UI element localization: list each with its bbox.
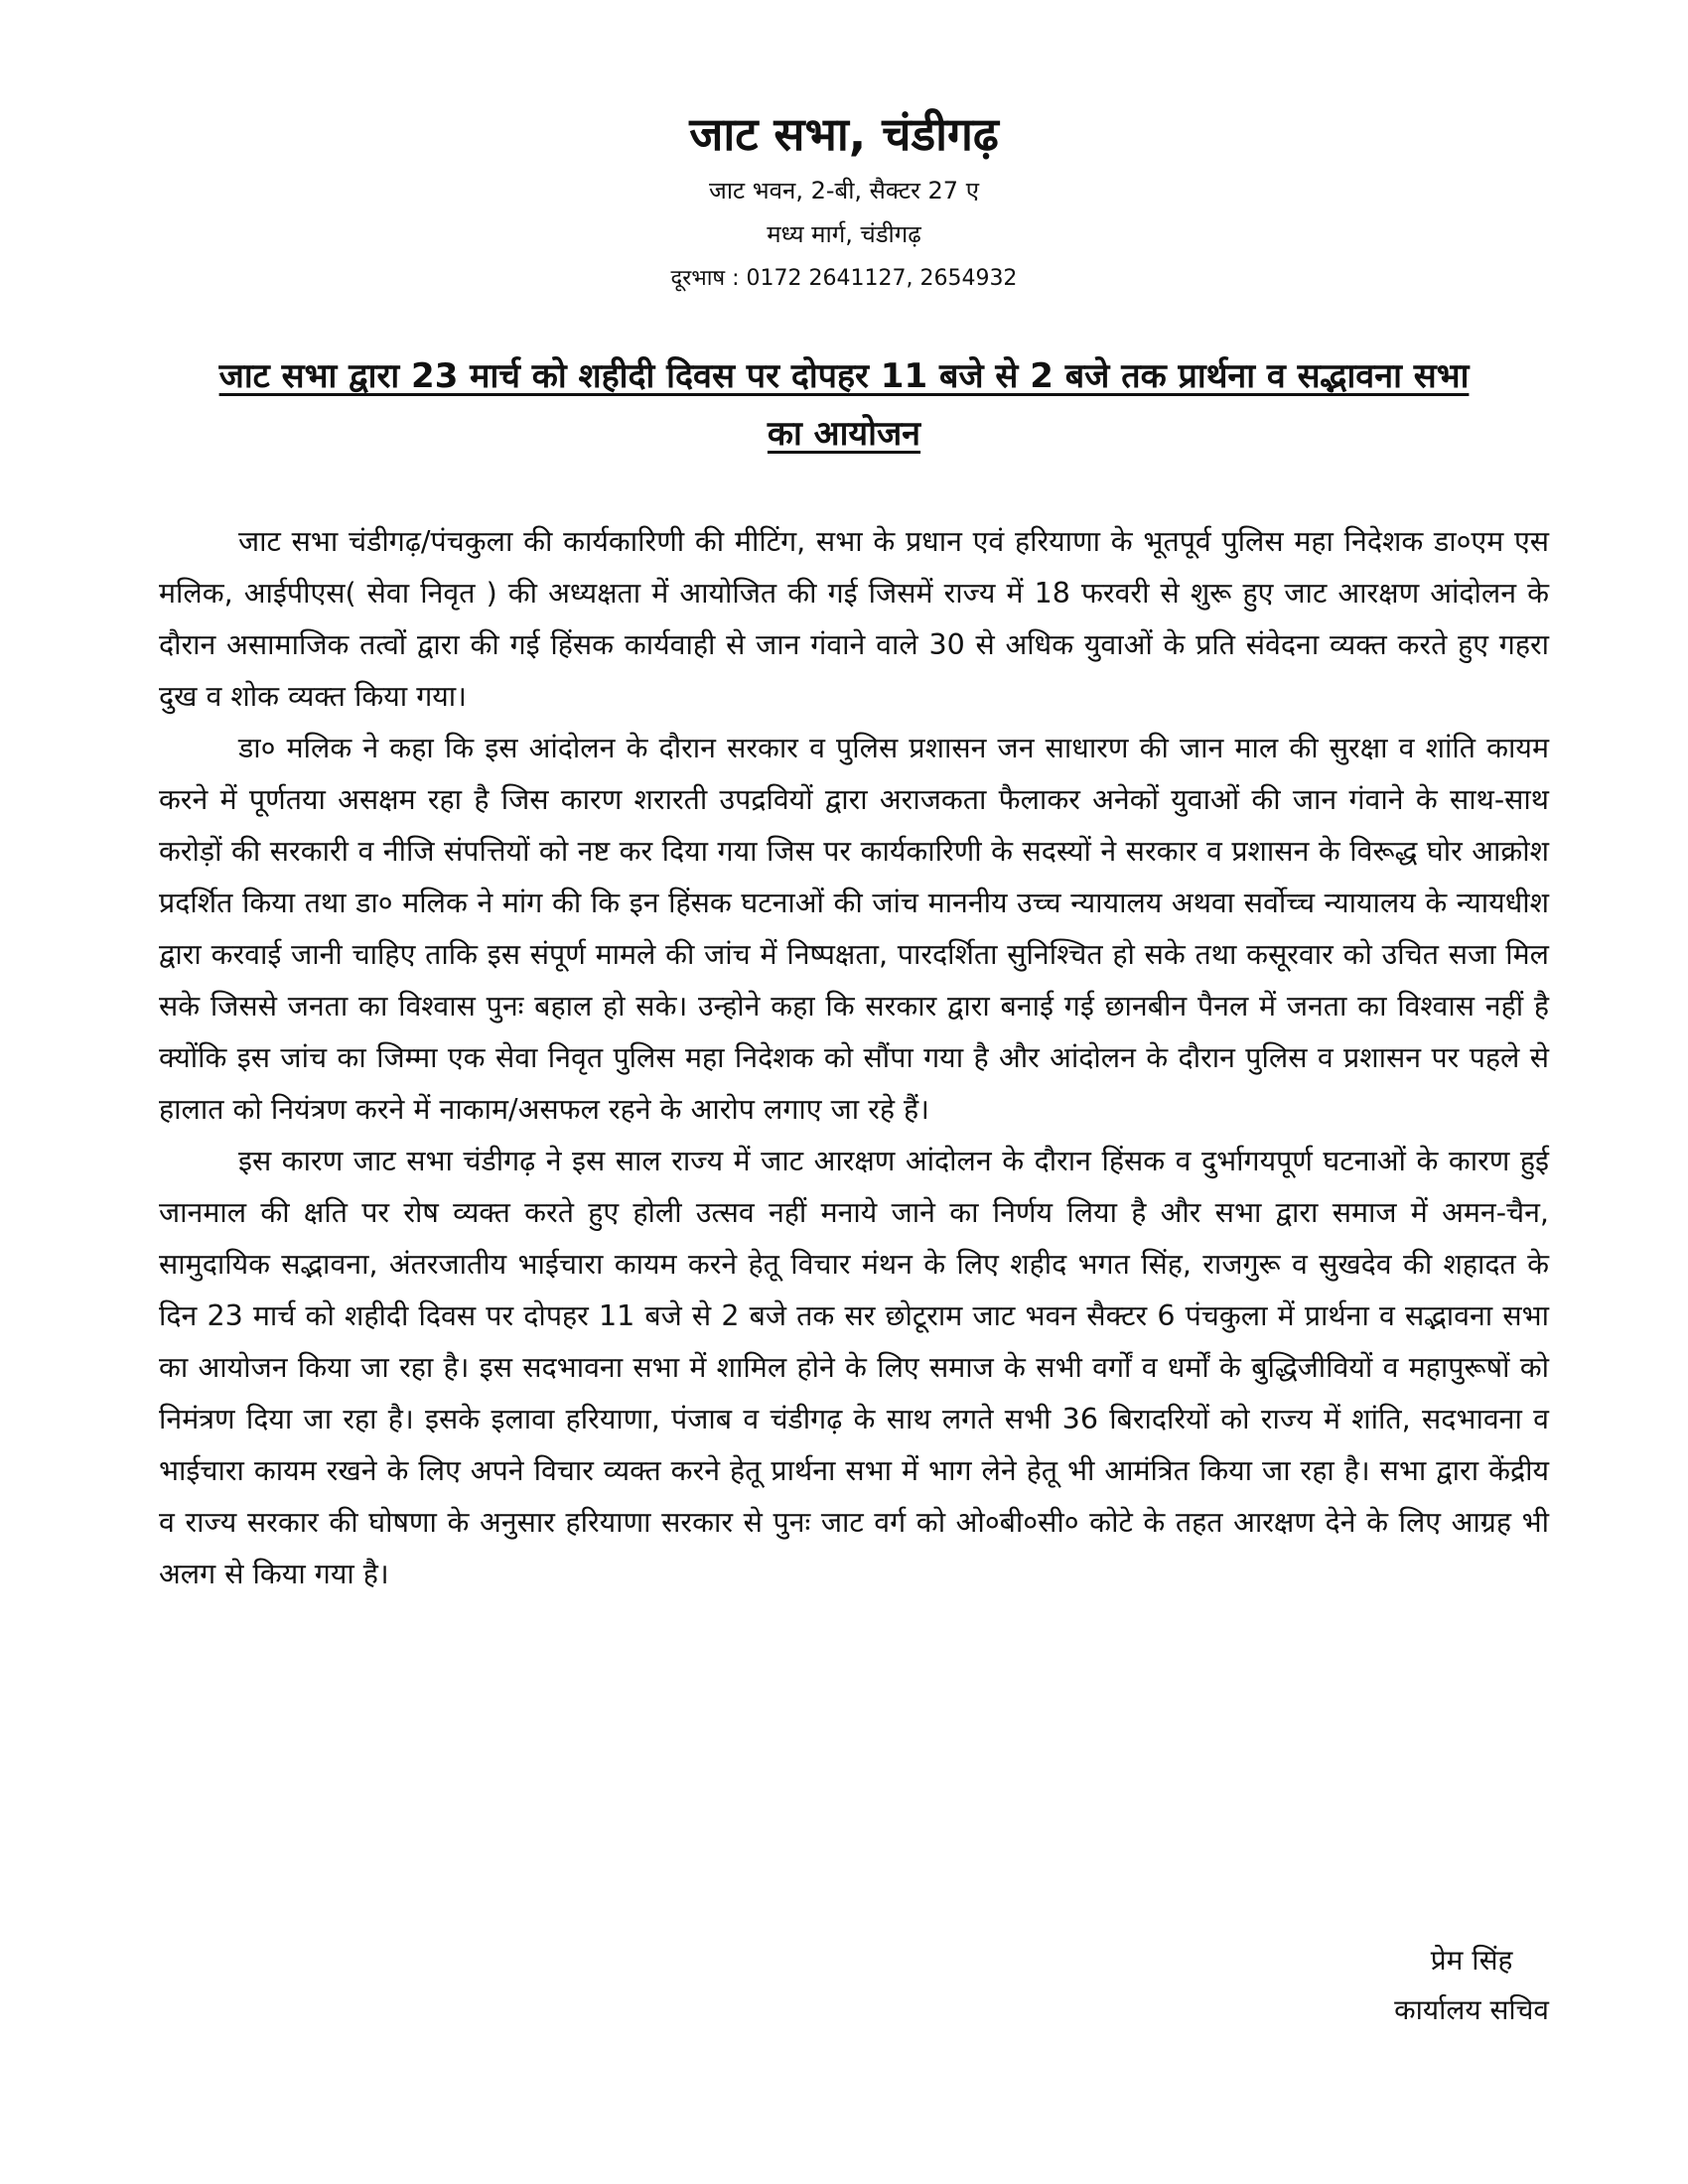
letterhead	[0, 99, 1688, 302]
address-line-1: जाट भवन, 2-बी, सैक्टर 27 ए	[709, 177, 979, 205]
press-release-headline: जाट सभा द्वारा 23 मार्च को शहीदी दिवस पर दोपहर 11 बजे से 2 बजे तक प्रार्थना व सद्भावना सभा का आयोजन	[218, 356, 1470, 454]
address-line-2: मध्य मार्ग, चंडीगढ़	[767, 220, 921, 248]
press-release-body	[159, 516, 1549, 1600]
signatory-name: प्रेम सिंह	[1430, 1944, 1513, 1977]
body-paragraph-1: जाट सभा चंडीगढ़/पंचकुला की कार्यकारिणी की मीटिंग, सभा के प्रधान एवं हरियाणा के भूतपूर्व पुलिस महा निदेशक डा०एम एस मलिक, आईपीएस( सेवा निवृत ) की अध्यक्षता में आयोजित की गई जिसमें राज्य में 18 फरवरी से शुरू हुए जाट आरक्षण आंदोलन के दौरान असामाजिक तत्वों द्वारा की गई हिंसक कार्यवाही से जान गंवाने वाले 30 से अधिक युवाओं के प्रति संवेदना व्यक्त करते हुए गहरा दुख व शोक व्यक्त किया गया।	[159, 525, 1549, 713]
phone-numbers: दूरभाष : 0172 2641127, 2654932	[670, 266, 1018, 291]
signature-block	[1394, 1936, 1549, 2035]
signatory-designation: कार्यालय सचिव	[1394, 1993, 1549, 2026]
body-paragraph-3: इस कारण जाट सभा चंडीगढ़ ने इस साल राज्य में जाट आरक्षण आंदोलन के दौरान हिंसक व दुर्भागयपूर्ण घटनाओं के कारण हुई जानमाल की क्षति पर रोष व्यक्त करते हुए होली उत्सव नहीं मनाये जाने का निर्णय लिया है और सभा द्वारा समाज में अमन-चैन, सामुदायिक सद्भावना, अंतरजातीय भाईचारा कायम करने हेतू विचार मंथन के लिए शहीद भगत सिंह, राजगुरू व सुखदेव की शहादत के दिन 23 मार्च को शहीदी दिवस पर दोपहर 11 बजे से 2 बजे तक सर छोटूराम जाट भवन सैक्टर 6 पंचकुला में प्रार्थना व सद्भावना सभा का आयोजन किया जा रहा है। इस सदभावना सभा में शामिल होने के लिए समाज के सभी वर्गों व धर्मों के बुद्धिजीवियों व महापुरूषों को निमंत्रण दिया जा रहा है। इसके इलावा हरियाणा, पंजाब व चंडीगढ़ के साथ लगते सभी 36 बिरादरियों को राज्य में शांति, सदभावना व भाईचारा कायम रखने के लिए अपने विचार व्यक्त करने हेतू प्रार्थना सभा में भाग लेने हेतू भी आमंत्रित किया जा रहा है। सभा द्वारा केंद्रीय व राज्य सरकार की घोषणा के अनुसार हरियाणा सरकार से पुनः जाट वर्ग को ओ०बी०सी० कोटे के तहत आरक्षण देने के लिए आग्रह भी अलग से किया गया है।	[159, 1145, 1549, 1590]
organization-name: जाट सभा, चंडीगढ़	[689, 107, 999, 161]
body-paragraph-2: डा० मलिक ने कहा कि इस आंदोलन के दौरान सरकार व पुलिस प्रशासन जन साधारण की जान माल की सुरक्षा व शांति कायम करने में पूर्णतया असक्षम रहा है जिस कारण शरारती उपद्रवियों द्वारा अराजकता फैलाकर अनेकों युवाओं की जान गंवाने के साथ-साथ करोड़ों की सरकारी व नीजि संपत्तियों को नष्ट कर दिया गया जिस पर कार्यकारिणी के सदस्यों ने सरकार व प्रशासन के विरूद्ध घोर आक्रोश प्रदर्शित किया तथा डा० मलिक ने मांग की कि इन हिंसक घटनाओं की जांच माननीय उच्च न्यायालय अथवा सर्वोच्च न्यायालय के न्यायधीश द्वारा करवाई जानी चाहिए ताकि इस संपूर्ण मामले की जांच में निष्पक्षता, पारदर्शिता सुनिश्चित हो सके तथा कसूरवार को उचित सजा मिल सके जिससे जनता का विश्वास पुनः बहाल हो सके। उन्होने कहा कि सरकार द्वारा बनाई गई छानबीन पैनल में जनता का विश्वास नहीं है क्योंकि इस जांच का जिम्मा एक सेवा निवृत पुलिस महा निदेशक को सौंपा गया है और आंदोलन के दौरान पुलिस व प्रशासन पर पहले से हालात को नियंत्रण करने में नाकाम/असफल रहने के आरोप लगाए जा रहे हैं।	[159, 732, 1550, 1126]
